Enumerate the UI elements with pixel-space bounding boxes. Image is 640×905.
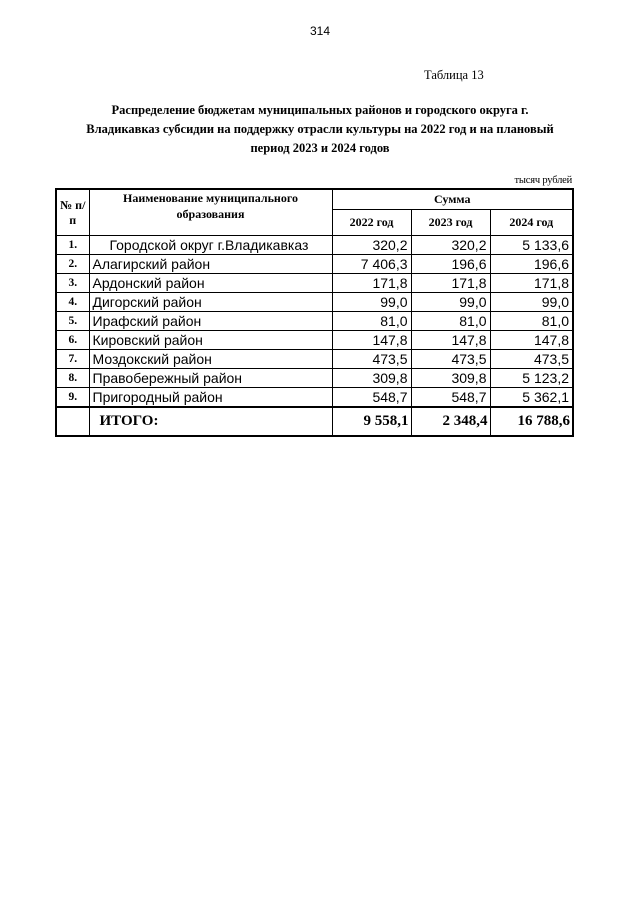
value-2024: 5 123,2 [490,369,573,388]
total-number-cell [56,407,89,436]
title-line: период 2023 и 2024 годов [250,141,390,155]
value-2022: 473,5 [332,350,411,369]
column-header-2022: 2022 год [332,210,411,236]
table-row [56,293,573,312]
column-header-2023: 2023 год [411,210,490,236]
municipality-name: Кировский район [89,331,332,350]
total-2023: 2 348,4 [411,407,490,436]
title-line: Распределение бюджетам муниципальных районов и городского округа г. [111,103,529,117]
value-2023: 81,0 [411,312,490,331]
document-title [60,101,580,158]
value-2022: 147,8 [332,331,411,350]
row-number: 2. [56,255,89,274]
value-2023: 147,8 [411,331,490,350]
municipality-name: Дигорский район [89,293,332,312]
municipality-name: Алагирский район [89,255,332,274]
value-2024: 473,5 [490,350,573,369]
municipality-name: Городской округ г.Владикавказ [89,236,332,255]
value-2023: 473,5 [411,350,490,369]
table-row [56,388,573,408]
table-row [56,350,573,369]
row-number: 7. [56,350,89,369]
value-2024: 81,0 [490,312,573,331]
value-2023: 309,8 [411,369,490,388]
table-row [56,312,573,331]
table-row [56,331,573,350]
row-number: 8. [56,369,89,388]
table-row [56,369,573,388]
municipality-name: Моздокский район [89,350,332,369]
value-2024: 171,8 [490,274,573,293]
value-2023: 99,0 [411,293,490,312]
row-number: 9. [56,388,89,408]
table-row [56,236,573,255]
value-2022: 171,8 [332,274,411,293]
value-2022: 548,7 [332,388,411,408]
value-2023: 171,8 [411,274,490,293]
value-2023: 548,7 [411,388,490,408]
value-2022: 99,0 [332,293,411,312]
column-header-sum: Сумма [332,189,573,210]
row-number: 4. [56,293,89,312]
row-number: 6. [56,331,89,350]
value-2023: 320,2 [411,236,490,255]
municipality-name: Ардонский район [89,274,332,293]
title-line: Владикавказ субсидии на поддержку отрасли культуры на 2022 год и на плановый [86,122,554,136]
column-header-2024: 2024 год [490,210,573,236]
total-label: ИТОГО: [89,407,332,436]
value-2024: 5 362,1 [490,388,573,408]
value-2024: 147,8 [490,331,573,350]
total-2024: 16 788,6 [490,407,573,436]
municipality-name: Ирафский район [89,312,332,331]
value-2022: 81,0 [332,312,411,331]
row-number: 3. [56,274,89,293]
municipality-name: Пригородный район [89,388,332,408]
value-2022: 309,8 [332,369,411,388]
table-row [56,274,573,293]
table-label: Таблица 13 [424,68,484,82]
row-number: 5. [56,312,89,331]
value-2022: 320,2 [332,236,411,255]
total-row [56,407,573,436]
row-number: 1. [56,236,89,255]
value-2024: 99,0 [490,293,573,312]
units-label: тысяч рублей [514,175,572,186]
page-number: 314 [309,24,331,38]
total-2022: 9 558,1 [332,407,411,436]
table-row [56,255,573,274]
column-header-number: № п/п [56,189,89,236]
municipality-name: Правобережный район [89,369,332,388]
column-header-name: Наименование муниципального образования [89,189,332,236]
value-2024: 5 133,6 [490,236,573,255]
value-2022: 7 406,3 [332,255,411,274]
value-2023: 196,6 [411,255,490,274]
subsidy-table [55,188,574,437]
value-2024: 196,6 [490,255,573,274]
